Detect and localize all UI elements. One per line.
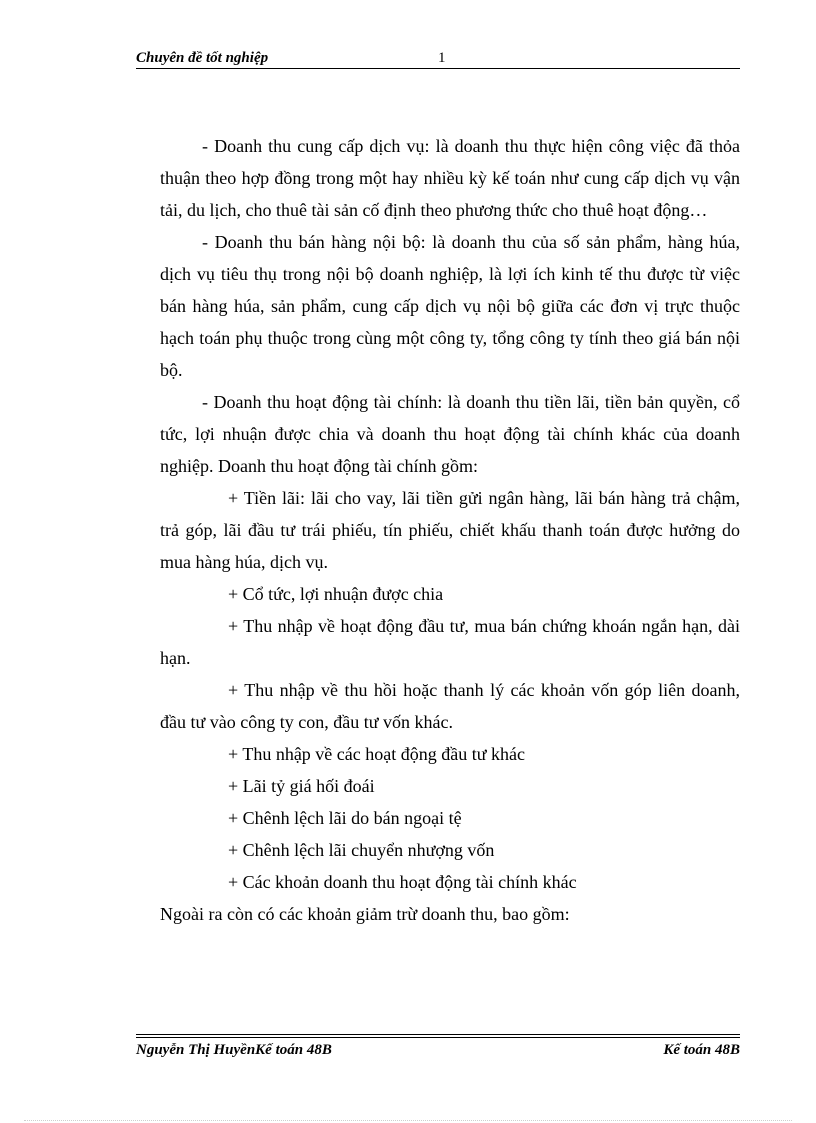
footer-divider-top [136, 1034, 740, 1035]
list-item-dividends: + Cổ tức, lợi nhuận được chia [228, 584, 444, 604]
header-divider [136, 68, 740, 69]
list-item-capital-recovery: + Thu nhập về thu hồi hoặc thanh lý các khoản vốn góp liên doanh, đầu tư vào công ty con, đầu tư vốn khác. [160, 680, 740, 732]
list-item-other-financial: + Các khoản doanh thu hoạt động tài chính khác [228, 872, 577, 892]
list-item-fx-gain: + Lãi tỷ giá hối đoái [228, 776, 375, 796]
footer-divider-bottom [136, 1037, 740, 1038]
list-item-securities: + Thu nhập về hoạt động đầu tư, mua bán chứng khoán ngắn hạn, dài hạn. [160, 616, 740, 668]
page-footer [136, 1042, 740, 1062]
page-number: 1 [438, 50, 446, 66]
closing-paragraph: Ngoài ra còn có các khoản giảm trừ doanh thu, bao gồm: [160, 904, 570, 924]
list-item-currency-sale: + Chênh lệch lãi do bán ngoại tệ [228, 808, 462, 828]
header-title: Chuyên đề tốt nghiệp [136, 50, 269, 66]
list-item-capital-transfer: + Chênh lệch lãi chuyển nhượng vốn [228, 840, 495, 860]
footer-author: Nguyễn Thị HuyềnKế toán 48B [136, 1042, 332, 1058]
paragraph-internal-sales: - Doanh thu bán hàng nội bộ: là doanh thu của số sản phẩm, hàng húa, dịch vụ tiêu thụ trong nội bộ doanh nghiệp, là lợi ích kinh tế thu được từ việc bán hàng húa, sản phẩm, cung cấp dịch vụ nội bộ giữa các đơn vị trực thuộc hạch toán phụ thuộc trong cùng một công ty, tổng công ty tính theo giá bán nội bộ. [160, 232, 740, 380]
document-body [160, 130, 740, 930]
page-boundary [24, 1120, 792, 1121]
page-header [136, 48, 740, 70]
list-item-other-investment: + Thu nhập về các hoạt động đầu tư khác [228, 744, 525, 764]
footer-department: Kế toán 48B [663, 1042, 740, 1058]
list-item-interest: + Tiền lãi: lãi cho vay, lãi tiền gửi ngân hàng, lãi bán hàng trả chậm, trả góp, lãi đầu tư trái phiếu, tín phiếu, chiết khấu thanh toán được hưởng do mua hàng húa, dịch vụ. [160, 488, 740, 572]
paragraph-service-revenue: - Doanh thu cung cấp dịch vụ: là doanh thu thực hiện công việc đã thỏa thuận theo hợp đồng trong một hay nhiều kỳ kế toán như cung cấp dịch vụ vận tải, du lịch, cho thuê tài sản cố định theo phương thức cho thuê hoạt động… [160, 136, 740, 220]
paragraph-financial-revenue: - Doanh thu hoạt động tài chính: là doanh thu tiền lãi, tiền bản quyền, cổ tức, lợi nhuận được chia và doanh thu hoạt động tài chính khác của doanh nghiệp. Doanh thu hoạt động tài chính gồm: [160, 392, 740, 476]
